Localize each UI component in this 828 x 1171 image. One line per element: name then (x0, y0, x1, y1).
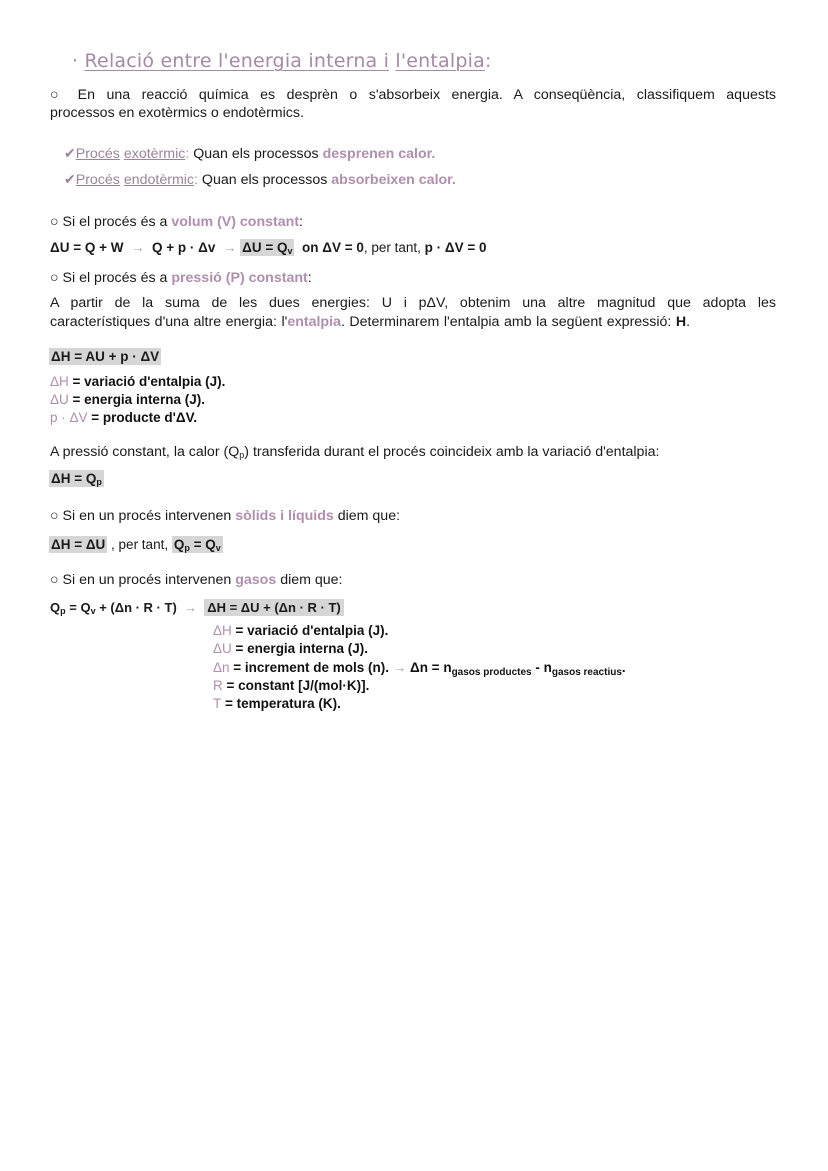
definition-dU-2: ΔU = energia interna (J). (213, 641, 368, 656)
enthalpy-equation: ΔH = AU + p · ΔV (51, 349, 160, 364)
arrow-icon: → (222, 240, 237, 255)
volume-equation: $\Delta U = Q + W \to Q + p \cdot \Delta v \to \Delta U = Q_v$ on ΔV = 0, per tant, p · ΔV = 0 (50, 240, 487, 256)
definition-dn: Δn = increment de mols (n). → $\Delta n = n_{gasos productes} - n_{gasos reactius}$. (213, 660, 626, 678)
solids-equation: ΔH = ΔU , per tant, $Q_p = Q_v$ (51, 537, 221, 553)
volume-highlight: volum (V) constant (171, 214, 300, 230)
title-part2: l'entalpia (395, 50, 485, 72)
pressure-paragraph-line2: característiques d'una altre energia: l'entalpia. Determinarem l'entalpia amb la següent expressió: H. (50, 314, 691, 330)
pressure-heading: ○ Si el procés és a pressió (P) constant: (50, 270, 312, 286)
process-highlight: absorbeixen calor (331, 172, 452, 188)
definition-pdV: p · ΔV = producte d'ΔV. (50, 410, 198, 425)
arrow-icon: → (184, 600, 198, 615)
definition-dH-2: ΔH = variació d'entalpia (J). (213, 623, 389, 638)
gases-equation: $Q_p = Q_v + (\Delta n \cdot R \cdot T) \to \Delta H = \Delta U + (\Delta n \cdot R \cdot T)$ (50, 598, 344, 621)
solids-heading: ○ Si en un procés intervenen sòlids i líquids diem que: (50, 508, 401, 524)
title-part1: Relació entre l'energia interna i (84, 50, 390, 72)
volume-heading: ○ Si el procés és a volum (V) constant: (50, 214, 303, 230)
process-exothermic: ✔Procés exotèrmic: Quan els processos desprenen calor. (64, 145, 436, 162)
process-term2: endotèrmic (123, 172, 195, 188)
definition-dU: ΔU = energia interna (J). (50, 392, 205, 407)
arrow-icon: → (130, 240, 145, 255)
intro-line2: processos en exotèrmics o endotèrmics. (50, 105, 304, 121)
section-title (72, 50, 492, 72)
title-colon: : (484, 50, 492, 72)
title-bullet: · (72, 50, 79, 72)
process-term2: exotèrmic (123, 146, 186, 162)
solids-highlight: sòlids i líquids (235, 508, 334, 524)
arrow-icon: → (392, 660, 407, 675)
definition-R: R = constant [J/(mol·K)]. (213, 678, 370, 693)
pressure-highlight: pressió (P) constant (171, 270, 308, 286)
intro-line1: ○ En una reacció química es desprèn o s'absorbeix energia. A conseqüència, classifiquem aquests (50, 87, 776, 103)
definition-dH: ΔH = variació d'entalpia (J). (50, 374, 226, 389)
constant-pressure-text: A pressió constant, la calor $(Q_p)$ transferida durant el procés coincideix amb la variació d'entalpia: (50, 444, 660, 460)
check-icon: ✔ (64, 171, 76, 187)
process-endothermic: ✔Procés endotèrmic: Quan els processos absorbeixen calor. (64, 171, 456, 188)
gases-highlight: gasos (235, 572, 277, 588)
definition-T: T = temperatura (K). (213, 696, 341, 711)
process-highlight: desprenen calor (322, 146, 432, 162)
process-term1: Procés (75, 146, 120, 162)
gases-heading: ○ Si en un procés intervenen gasos diem que: (50, 572, 343, 588)
check-icon: ✔ (64, 145, 76, 161)
pressure-paragraph-line1: A partir de la suma de les dues energies: U i pΔV, obtenim una altre magnitud que adopta les (50, 295, 776, 311)
process-term1: Procés (75, 172, 120, 188)
highlighted-equation: $\Delta U = Q_v$ (242, 240, 293, 256)
dH-Qp-equation: $\Delta H = Q_p$ (51, 471, 102, 487)
